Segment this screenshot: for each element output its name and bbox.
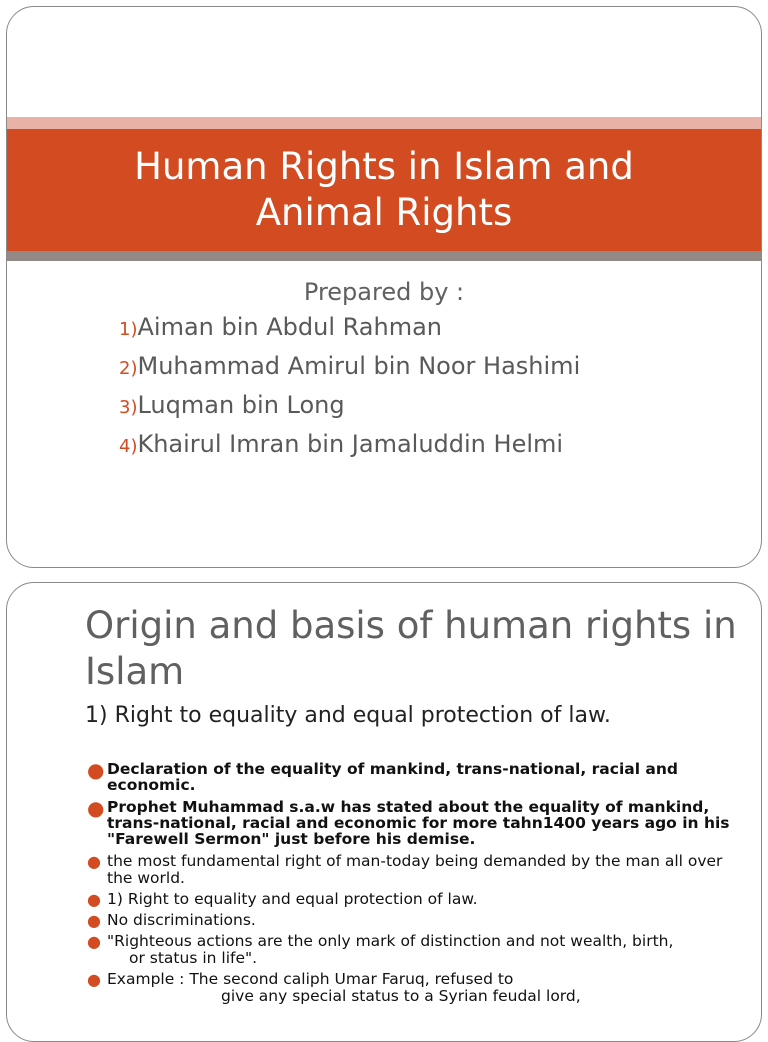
- bullet-text: Example : The second caliph Umar Faruq, refused to: [107, 970, 514, 988]
- bullet-item: [85, 912, 735, 929]
- bullet-dot-icon: ●: [87, 852, 101, 871]
- author-number: 3): [119, 397, 138, 418]
- bullet-item: [85, 853, 735, 887]
- title-slide: [6, 6, 762, 568]
- bullet-text: "Righteous actions are the only mark of distinction and not wealth, birth,: [107, 932, 674, 950]
- author-name: Luqman bin Long: [137, 391, 345, 419]
- author-name: Aiman bin Abdul Rahman: [137, 313, 442, 341]
- title-band-top-stripe: [7, 117, 761, 129]
- bullet-list: [85, 758, 735, 1009]
- author-item: [119, 390, 639, 423]
- bullet-text-continuation: give any special status to a Syrian feudal lord,: [221, 987, 581, 1005]
- bullet-item: [85, 971, 735, 1005]
- author-number: 4): [119, 436, 138, 457]
- author-item: [119, 429, 639, 462]
- bullet-dot-icon: ●: [87, 758, 105, 782]
- bullet-dot-icon: ●: [87, 796, 105, 820]
- bullet-item: [85, 933, 735, 967]
- prepared-by-label: Prepared by :: [303, 278, 465, 306]
- author-number: 1): [119, 319, 138, 340]
- bullet-item: [85, 891, 735, 908]
- bullet-text: Declaration of the equality of mankind, trans-national, racial and economic.: [107, 760, 679, 794]
- content-slide-title: Origin and basis of human rights in Islam: [85, 604, 737, 693]
- slide-title: [114, 144, 654, 236]
- author-list: [119, 312, 639, 468]
- bullet-text: 1) Right to equality and equal protection of law.: [107, 890, 478, 908]
- author-number: 2): [119, 358, 138, 379]
- title-band-bottom-stripe: [7, 251, 761, 261]
- bullet-item: [85, 796, 735, 848]
- content-slide: [6, 582, 762, 1042]
- bullet-text: the most fundamental right of man-today being demanded by the man all over the world.: [107, 852, 723, 887]
- author-name: Khairul Imran bin Jamaluddin Helmi: [137, 430, 564, 458]
- bullet-dot-icon: ●: [87, 911, 101, 930]
- bullet-dot-icon: ●: [87, 932, 101, 951]
- bullet-text: Prophet Muhammad s.a.w has stated about the equality of mankind, trans-national, racial and economic for more tahn1400 years ago in his "Farewell Sermon" just before his demise.: [107, 798, 730, 848]
- slide-title-line1: Human Rights in Islam and: [134, 145, 634, 188]
- title-band: [7, 129, 761, 251]
- bullet-text: No discriminations.: [107, 911, 256, 929]
- author-item: [119, 351, 639, 384]
- author-name: Muhammad Amirul bin Noor Hashimi: [137, 352, 581, 380]
- bullet-dot-icon: ●: [87, 890, 101, 909]
- bullet-text-continuation: or status in life".: [129, 949, 258, 967]
- bullet-dot-icon: ●: [87, 970, 101, 989]
- author-item: [119, 312, 639, 345]
- bullet-item: [85, 758, 735, 794]
- content-slide-subtitle: 1) Right to equality and equal protection of law.: [85, 703, 611, 728]
- slide-title-line2: Animal Rights: [255, 191, 513, 234]
